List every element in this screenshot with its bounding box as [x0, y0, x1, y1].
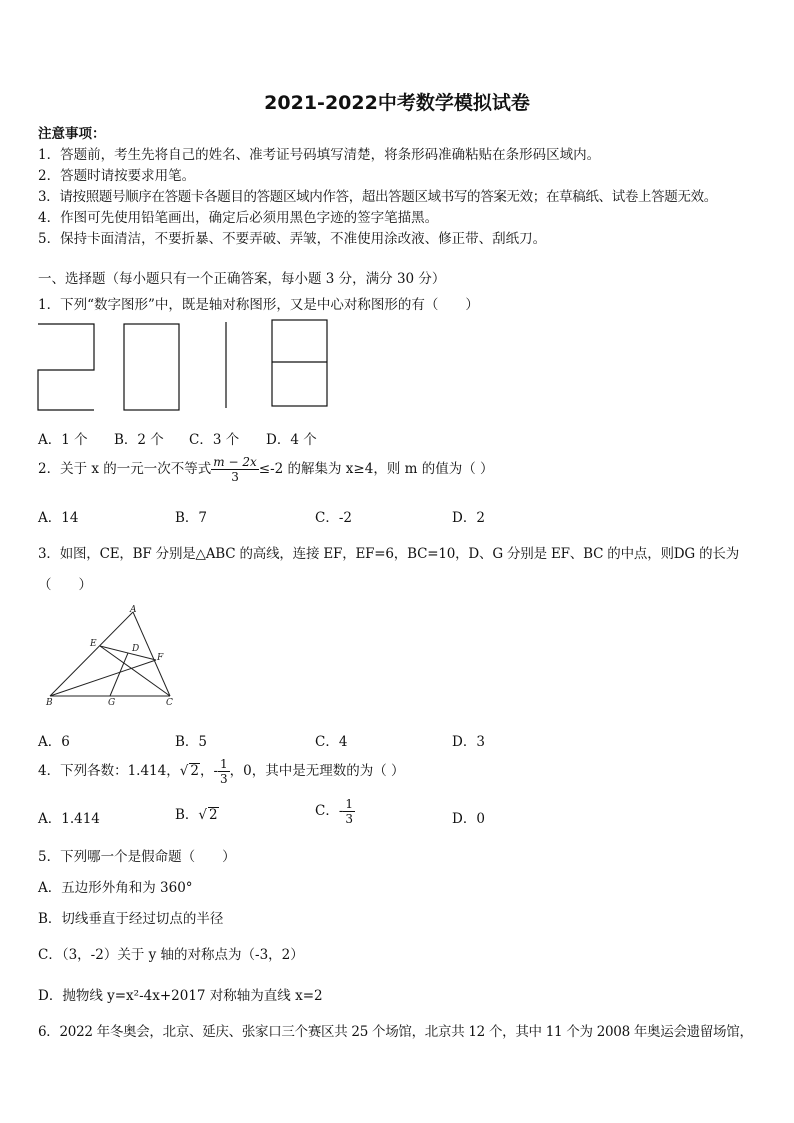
q4-stem: [38, 757, 405, 786]
q4-fraction-numerator: 1: [220, 757, 228, 771]
triangle-figure: [38, 604, 188, 708]
q4-option-c-fraction: [343, 797, 355, 826]
q3-option-d: D．3: [452, 734, 485, 750]
q2-option-a: A．14: [38, 510, 79, 526]
q5-option-d: D．抛物线 y=x²-4x+2017 对称轴为直线 x=2: [38, 988, 323, 1004]
q4-fraction-denominator: 3: [220, 772, 228, 786]
q1-option-d: D．4 个: [266, 432, 317, 448]
label-g: G: [108, 698, 116, 708]
q4-option-b: [175, 805, 219, 825]
q4-sqrt-value: 2: [190, 763, 199, 779]
sqrt-symbol: √: [179, 763, 189, 779]
q2-stem: [38, 455, 494, 484]
digit-8: [272, 320, 327, 406]
q6-stem: 6．2022 年冬奥会，北京、延庆、张家口三个赛区共 25 个场馆，北京共 12 个，其中 11 个为 2008 年奥运会遗留场馆，: [38, 1024, 753, 1040]
q2-fraction: [211, 455, 258, 484]
page-title: 2021-2022中考数学模拟试卷: [264, 92, 530, 114]
digit-2: [38, 324, 94, 410]
q3-option-c: C．4: [315, 734, 348, 750]
notice-heading: 注意事项：: [38, 126, 106, 142]
q5-stem: 5．下列哪一个是假命题（ ）: [38, 849, 236, 865]
q4-option-b-label: B．: [175, 807, 199, 823]
notice-item-2: 2．答题时请按要求用笔。: [38, 168, 196, 184]
q4-option-c-denominator: 3: [345, 812, 354, 826]
q4-stem-pre: 4．下列各数：1.414，: [38, 763, 180, 779]
q2-stem-pre: 2．关于 x 的一元一次不等式: [38, 461, 212, 477]
q5-option-a: A．五边形外角和为 360°: [38, 880, 193, 896]
label-f: F: [157, 653, 164, 663]
section-heading: 一、选择题（每小题只有一个正确答案，每小题 3 分，满分 30 分）: [38, 271, 446, 287]
q2-option-b: B．7: [175, 510, 208, 526]
q3-option-a: A．6: [38, 734, 70, 750]
notice-item-5: 5．保持卡面清洁，不要折暴、不要弄破、弄皱，不准使用涂改液、修正带、刮纸刀。: [38, 231, 547, 247]
digit-0: [124, 324, 179, 410]
label-a: A: [130, 605, 137, 615]
q4-option-c: [315, 797, 355, 826]
label-c: C: [166, 698, 173, 708]
q4-option-c-label: C．-: [315, 803, 344, 819]
q3-stem: 3．如图，CE，BF 分别是△ABC 的高线，连接 EF，EF=6，BC=10，D、G 分别是 EF、BC 的中点，则DG 的长为: [38, 546, 740, 562]
q2-option-c: C．-2: [315, 510, 352, 526]
q1-option-b: B．2 个: [114, 432, 164, 448]
q3-option-b: B．5: [175, 734, 208, 750]
label-e: E: [90, 639, 97, 649]
q2-option-d: D．2: [452, 510, 485, 526]
q1-option-c: C．3 个: [189, 432, 240, 448]
q3-stem-cont: （ ）: [38, 577, 92, 593]
q4-stem-post: ，0，其中是无理数的为（ ）: [229, 763, 405, 779]
q5-option-b: B．切线垂直于经过切点的半径: [38, 911, 224, 927]
q2-fraction-numerator: m − 2x: [213, 455, 257, 469]
notice-item-4: 4．作图可先使用铅笔画出，确定后必须用黑色字迹的签字笔描黑。: [38, 210, 439, 226]
q4-stem-mid: ，-: [199, 763, 219, 779]
q4-option-a: A．1.414: [38, 811, 100, 827]
q4-option-c-numerator: 1: [345, 797, 354, 811]
notice-item-3: 3．请按照题号顺序在答题卡各题目的答题区域内作答，超出答题区域书写的答案无效；在草稿纸、试卷上答题无效。: [38, 189, 717, 205]
notice-item-1: 1．答题前，考生先将自己的姓名、准考证号码填写清楚，将条形码准确粘贴在条形码区域内。: [38, 147, 601, 163]
sqrt-symbol: √: [198, 807, 208, 823]
q1-option-a: A．1 个: [38, 432, 88, 448]
q4-fraction: [218, 757, 230, 786]
q5-option-c: C．（3，-2）关于 y 轴的对称点为（-3，2）: [38, 947, 304, 963]
q1-stem: 1．下列“数字图形”中，既是轴对称图形，又是中心对称图形的有（ ）: [38, 297, 479, 313]
q4-option-d: D．0: [452, 811, 485, 827]
label-b: B: [46, 698, 53, 708]
q2-fraction-denominator: 3: [231, 470, 239, 484]
q2-stem-post: ≤-2 的解集为 x≥4，则 m 的值为（ ）: [258, 461, 494, 477]
digit-figures-2018: [36, 318, 332, 414]
q4-option-b-sqrt: 2: [209, 807, 218, 823]
label-d: D: [132, 644, 140, 654]
